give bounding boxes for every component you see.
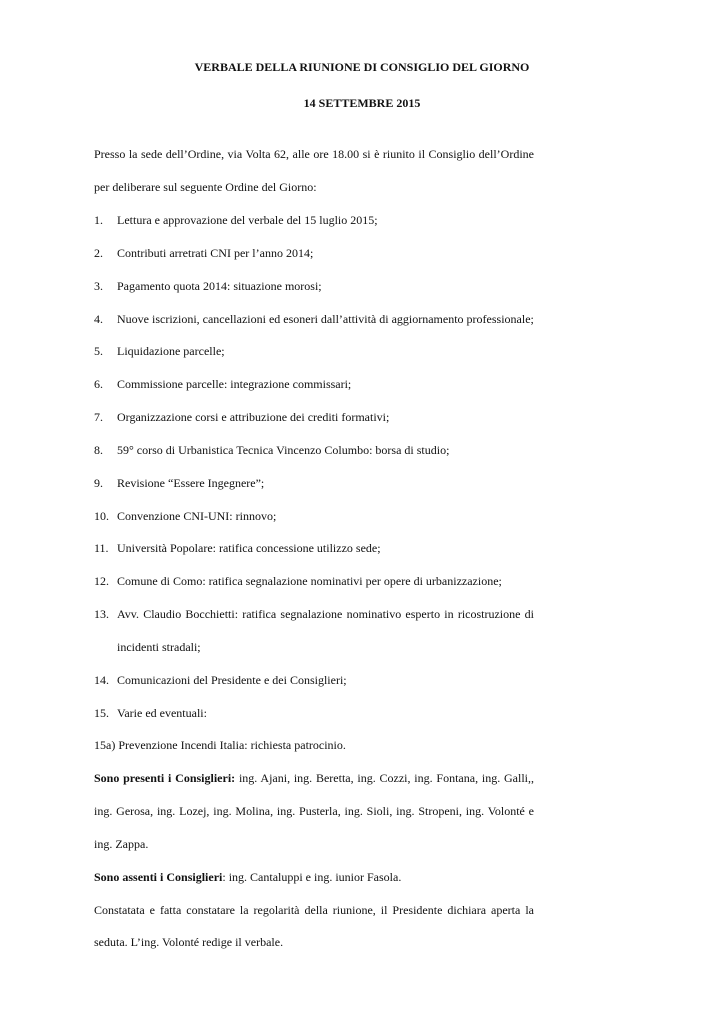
- agenda-item-number: 1.: [94, 213, 103, 227]
- agenda-item-text: Liquidazione parcelle;: [117, 344, 225, 358]
- present-line-1: [94, 770, 534, 786]
- agenda-item-number: 3.: [94, 279, 103, 293]
- agenda-item-number: 9.: [94, 476, 103, 490]
- agenda-item-number: 2.: [94, 246, 103, 260]
- present-names-1: ing. Ajani, ing. Beretta, ing. Cozzi, ing. Fontana, ing. Galli,,: [235, 771, 534, 785]
- agenda-item-text: Contributi arretrati CNI per l’anno 2014;: [117, 246, 314, 260]
- agenda-item: [0, 672, 724, 688]
- agenda-item-text: Lettura e approvazione del verbale del 15 luglio 2015;: [117, 213, 378, 227]
- agenda-item: [0, 311, 724, 327]
- absent-names: : ing. Cantaluppi e ing. iunior Fasola.: [222, 870, 402, 884]
- agenda-item: [0, 475, 724, 491]
- agenda-item-text: Varie ed eventuali:: [117, 706, 207, 720]
- document-title: VERBALE DELLA RIUNIONE DI CONSIGLIO DEL GIORNO: [194, 60, 530, 74]
- agenda-item: [0, 705, 724, 721]
- present-line-3: ing. Zappa.: [94, 837, 149, 851]
- closing-line-1: Constatata e fatta constatare la regolarità della riunione, il Presidente dichiara aperta la: [94, 903, 534, 917]
- agenda-item-number: 4.: [94, 312, 103, 326]
- agenda-item-number: 7.: [94, 410, 103, 424]
- agenda-item-text: 59° corso di Urbanistica Tecnica Vincenzo Columbo: borsa di studio;: [117, 443, 450, 457]
- agenda-item-text: Nuove iscrizioni, cancellazioni ed esoneri dall’attività di aggiornamento professionale;: [117, 312, 534, 326]
- agenda-item-text: Avv. Claudio Bocchietti: ratifica segnalazione nominativo esperto in ricostruzione di: [117, 607, 534, 621]
- agenda-item: [0, 245, 724, 261]
- agenda-item-number: 5.: [94, 344, 103, 358]
- intro-line-2: per deliberare sul seguente Ordine del Giorno:: [94, 180, 317, 194]
- agenda-item-text-continued: incidenti stradali;: [117, 640, 201, 654]
- document-date: 14 SETTEMBRE 2015: [303, 96, 421, 110]
- agenda-item-text: Commissione parcelle: integrazione commissari;: [117, 377, 352, 391]
- agenda-item: [0, 409, 724, 425]
- agenda-item: [0, 442, 724, 458]
- agenda-item: [0, 278, 724, 294]
- agenda-item-number: 8.: [94, 443, 103, 457]
- absent-line: [94, 869, 401, 885]
- agenda-item: [0, 606, 724, 622]
- present-line-2: ing. Gerosa, ing. Lozej, ing. Molina, ing. Pusterla, ing. Sioli, ing. Stropeni, ing. Volonté e: [94, 804, 534, 818]
- agenda-item-text: Comunicazioni del Presidente e dei Consiglieri;: [117, 673, 347, 687]
- intro-line-1: Presso la sede dell’Ordine, via Volta 62, alle ore 18.00 si è riunito il Consiglio dell’Ordine: [94, 147, 534, 161]
- closing-line-2: seduta. L’ing. Volonté redige il verbale.: [94, 935, 284, 949]
- agenda-item-text: Convenzione CNI-UNI: rinnovo;: [117, 509, 277, 523]
- agenda-item-text: Organizzazione corsi e attribuzione dei crediti formativi;: [117, 410, 390, 424]
- agenda-item: [0, 376, 724, 392]
- agenda-item: [0, 508, 724, 524]
- agenda-item-number: 11.: [94, 541, 109, 555]
- agenda-item-text: Pagamento quota 2014: situazione morosi;: [117, 279, 322, 293]
- agenda-item: [0, 343, 724, 359]
- agenda-item-number: 15.: [94, 706, 109, 720]
- agenda-item: [0, 540, 724, 556]
- agenda-item-number: 13.: [94, 607, 109, 621]
- agenda-item-continuation: [0, 639, 724, 655]
- agenda-item-number: 10.: [94, 509, 109, 523]
- agenda-item-text: Comune di Como: ratifica segnalazione nominativi per opere di urbanizzazione;: [117, 574, 502, 588]
- absent-label: Sono assenti i Consiglieri: [94, 870, 223, 884]
- agenda-item: [0, 573, 724, 589]
- agenda-item-number: 12.: [94, 574, 109, 588]
- agenda-sub-item: 15a) Prevenzione Incendi Italia: richiesta patrocinio.: [94, 738, 346, 752]
- agenda-item-text: Università Popolare: ratifica concessione utilizzo sede;: [117, 541, 381, 555]
- present-label: Sono presenti i Consiglieri:: [94, 771, 236, 785]
- agenda-item-number: 6.: [94, 377, 103, 391]
- agenda-item: [0, 212, 724, 228]
- agenda-item-number: 14.: [94, 673, 109, 687]
- agenda-item-text: Revisione “Essere Ingegnere”;: [117, 476, 265, 490]
